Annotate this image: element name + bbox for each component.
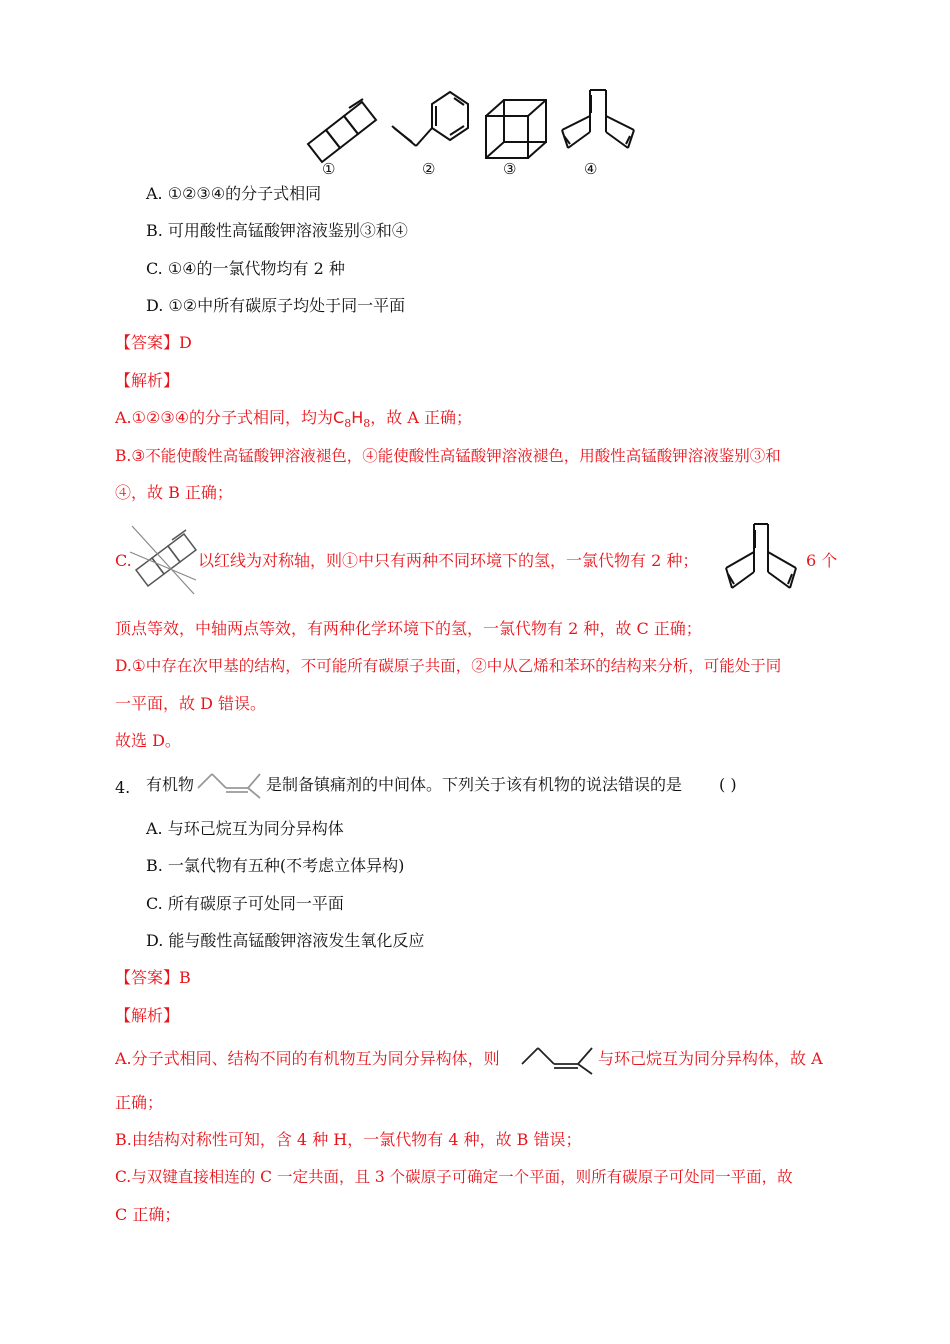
- q3-answer-text: 【答案】D: [115, 333, 192, 352]
- q4-molecule-figure: [196, 766, 264, 800]
- q4-analysis-title: 【解析】: [115, 1006, 180, 1025]
- q4-analysis-a-pre: A.分子式相同、结构不同的有机物互为同分异构体，则: [115, 1049, 500, 1068]
- q3-option-c: C. ①④的一氯代物均有 2 种: [146, 259, 345, 278]
- q3-analysis-c-label: C.: [115, 551, 132, 570]
- q4-analysis-c-line1: C.与双键直接相连的 C 一定共面，且 3 个碳原子可确定一个平面，则所有碳原子可处同一平面，故: [115, 1168, 793, 1186]
- q3-analysis-c-text1: 以红线为对称轴，则①中只有两种不同环境下的氢，一氯代物有 2 种；: [198, 551, 699, 570]
- formula-c: C: [333, 408, 345, 427]
- q3-option-a: A. ①②③④的分子式相同: [146, 184, 322, 203]
- q3-option-b: B. 可用酸性高锰酸钾溶液鉴别③和④: [146, 221, 408, 240]
- q4-stem-pre: 有机物: [146, 775, 195, 794]
- molecule-1-symmetry-figure: [128, 518, 198, 598]
- q4-stem-post: 是制备镇痛剂的中间体。下列关于该有机物的说法错误的是: [266, 775, 683, 794]
- q4-analysis-molecule-figure: [520, 1040, 596, 1076]
- molecule-2-label: ②: [422, 160, 436, 178]
- q3-answer: [115, 333, 192, 353]
- q3-analysis-a: [115, 408, 472, 434]
- molecule-4-structure: [562, 90, 634, 148]
- q3-analysis-c-text2: 6 个: [806, 551, 838, 570]
- molecule-3-label: ③: [503, 160, 517, 178]
- molecule-2-structure: [392, 92, 468, 146]
- q4-analysis-a-post: 与环己烷互为同分异构体，故 A: [598, 1049, 823, 1068]
- formula-h: H: [351, 408, 364, 427]
- q4-answer-paren: ( ): [719, 775, 737, 794]
- q3-option-d: D. ①②中所有碳原子均处于同一平面: [146, 296, 406, 315]
- q3-analysis-a-pre: A.①②③④的分子式相同，均为: [115, 408, 334, 427]
- q3-analysis-title: 【解析】: [115, 371, 180, 390]
- formula-h-subscript: 8: [363, 417, 371, 431]
- q4-option-b: B. 一氯代物有五种(不考虑立体异构): [146, 856, 405, 875]
- formula-c-subscript: 8: [344, 417, 352, 431]
- q4-option-c: C. 所有碳原子可处同一平面: [146, 894, 344, 913]
- q4-analysis-c-line2: C 正确；: [115, 1205, 181, 1224]
- q3-analysis-d-line2: 一平面，故 D 错误。: [115, 694, 267, 713]
- q4-number: 4.: [115, 778, 131, 797]
- q3-analysis-a-post: ，故 A 正确；: [370, 408, 472, 427]
- q4-option-a: A. 与环己烷互为同分异构体: [146, 819, 344, 838]
- q3-analysis-c-line2: 顶点等效，中轴两点等效，有两种化学环境下的氢，一氯代物有 2 种，故 C 正确；: [115, 619, 702, 638]
- molecule-3-structure: [486, 100, 546, 158]
- molecule-4-inline-figure: [716, 520, 800, 594]
- q4-answer: 【答案】B: [115, 968, 191, 987]
- q3-analysis-b-line2: ④，故 B 正确；: [115, 483, 233, 502]
- q3-analysis-d-line1: D.①中存在次甲基的结构，不可能所有碳原子共面，②中从乙烯和苯环的结构来分析，可能处于同: [115, 657, 782, 675]
- q4-option-d: D. 能与酸性高锰酸钾溶液发生氧化反应: [146, 931, 425, 950]
- molecule-4-label: ④: [584, 160, 598, 178]
- molecule-1-label: ①: [322, 160, 336, 178]
- q4-analysis-b: B.由结构对称性可知，含 4 种 H，一氯代物有 4 种，故 B 错误；: [115, 1130, 582, 1149]
- q4-analysis-a-line2: 正确；: [115, 1093, 164, 1112]
- molecule-1-structure: [308, 99, 376, 162]
- q3-structures-figure: [300, 86, 650, 178]
- q3-conclusion: 故选 D。: [115, 731, 181, 750]
- q3-analysis-b-line1: B.③不能使酸性高锰酸钾溶液褪色，④能使酸性高锰酸钾溶液褪色，用酸性高锰酸钾溶液鉴别③和: [115, 447, 781, 465]
